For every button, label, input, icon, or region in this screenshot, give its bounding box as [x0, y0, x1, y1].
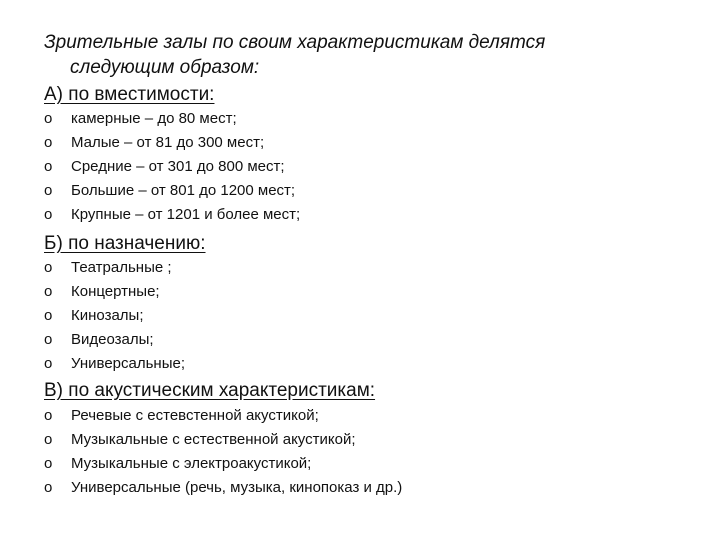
- bullet-icon: o: [44, 407, 53, 424]
- bullet-icon: o: [44, 158, 53, 175]
- list-item-text: Речевые с естевстенной акустикой;: [71, 407, 319, 424]
- list-item-text: камерные – до 80 мест;: [71, 110, 237, 127]
- list-item-text: Музыкальные с естественной акустикой;: [71, 431, 356, 448]
- list-item-text: Кинозалы;: [71, 307, 144, 324]
- list-item-text: Малые – от 81 до 300 мест;: [71, 134, 265, 151]
- intro-text: [44, 30, 684, 80]
- bullet-icon: o: [44, 307, 53, 324]
- bullet-icon: o: [44, 259, 53, 276]
- list-item-text: Концертные;: [71, 283, 160, 300]
- bullet-icon: o: [44, 431, 53, 448]
- list-item-text: Универсальные (речь, музыка, кинопоказ и др.): [71, 479, 403, 496]
- section-heading-capacity: А) по вместимости:: [44, 84, 215, 105]
- list-item-text: Большие – от 801 до 1200 мест;: [71, 182, 296, 199]
- list-item-text: Видеозалы;: [71, 331, 154, 348]
- list-item-text: Средние – от 301 до 800 мест;: [71, 158, 285, 175]
- section-heading-purpose: Б) по назначению:: [44, 233, 206, 254]
- intro-line-1: Зрительные залы по своим характеристикам делятся: [44, 32, 546, 53]
- list-item-text: Театральные ;: [71, 259, 172, 276]
- intro-line-2: следующим образом:: [70, 57, 260, 78]
- bullet-icon: o: [44, 110, 53, 127]
- bullet-icon: o: [44, 455, 53, 472]
- bullet-icon: o: [44, 331, 53, 348]
- section-heading-acoustics: В) по акустическим характеристикам:: [44, 380, 376, 401]
- list-item-text: Крупные – от 1201 и более мест;: [71, 206, 301, 223]
- bullet-icon: o: [44, 182, 53, 199]
- bullet-icon: o: [44, 283, 53, 300]
- list-item-text: Универсальные;: [71, 355, 185, 372]
- bullet-icon: o: [44, 206, 53, 223]
- bullet-icon: o: [44, 355, 53, 372]
- bullet-icon: o: [44, 134, 53, 151]
- list-item-text: Музыкальные с электроакустикой;: [71, 455, 312, 472]
- bullet-icon: o: [44, 479, 53, 496]
